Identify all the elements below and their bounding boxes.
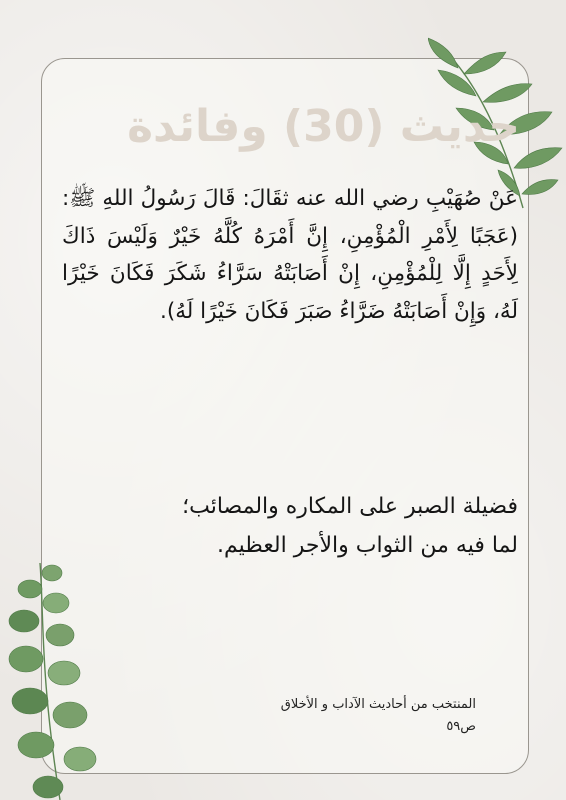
lesson-text [62,487,518,565]
hadith-text: عَنْ صُهَيْبِ رضي الله عنه ثقَالَ: قَالَ رَسُولُ اللهِ ﷺ: (عَجَبًا لِأَمْرِ الْمُؤْمِنِ، إِنَّ أَمْرَهُ كُلَّهُ خَيْرٌ وَلَيْسَ ذَاكَ لِأَحَدٍ إِلَّا لِلْمُؤْمِنِ، إِنْ أَصَابَتْهُ سَرَّاءُ شَكَرَ فَكَانَ خَيْرًا لَهُ، وَإِنْ أَصَابَتْهُ ضَرَّاءُ صَبَرَ فَكَانَ خَيْرًا لَهُ). [62,186,518,324]
source-book: المنتخب من أحاديث الآداب و الأخلاق [280,697,476,712]
eucalyptus-branch-bottom-icon [0,555,110,800]
lesson-line-2: لما فيه من الثواب والأجر العظيم. [217,533,518,558]
lesson-line-1: فضيلة الصبر على المكاره والمصائب؛ [182,494,518,519]
page-title: حديث (30) وفائدة [127,101,520,152]
source-reference [190,694,476,738]
source-page: ص٥٩ [446,719,476,734]
